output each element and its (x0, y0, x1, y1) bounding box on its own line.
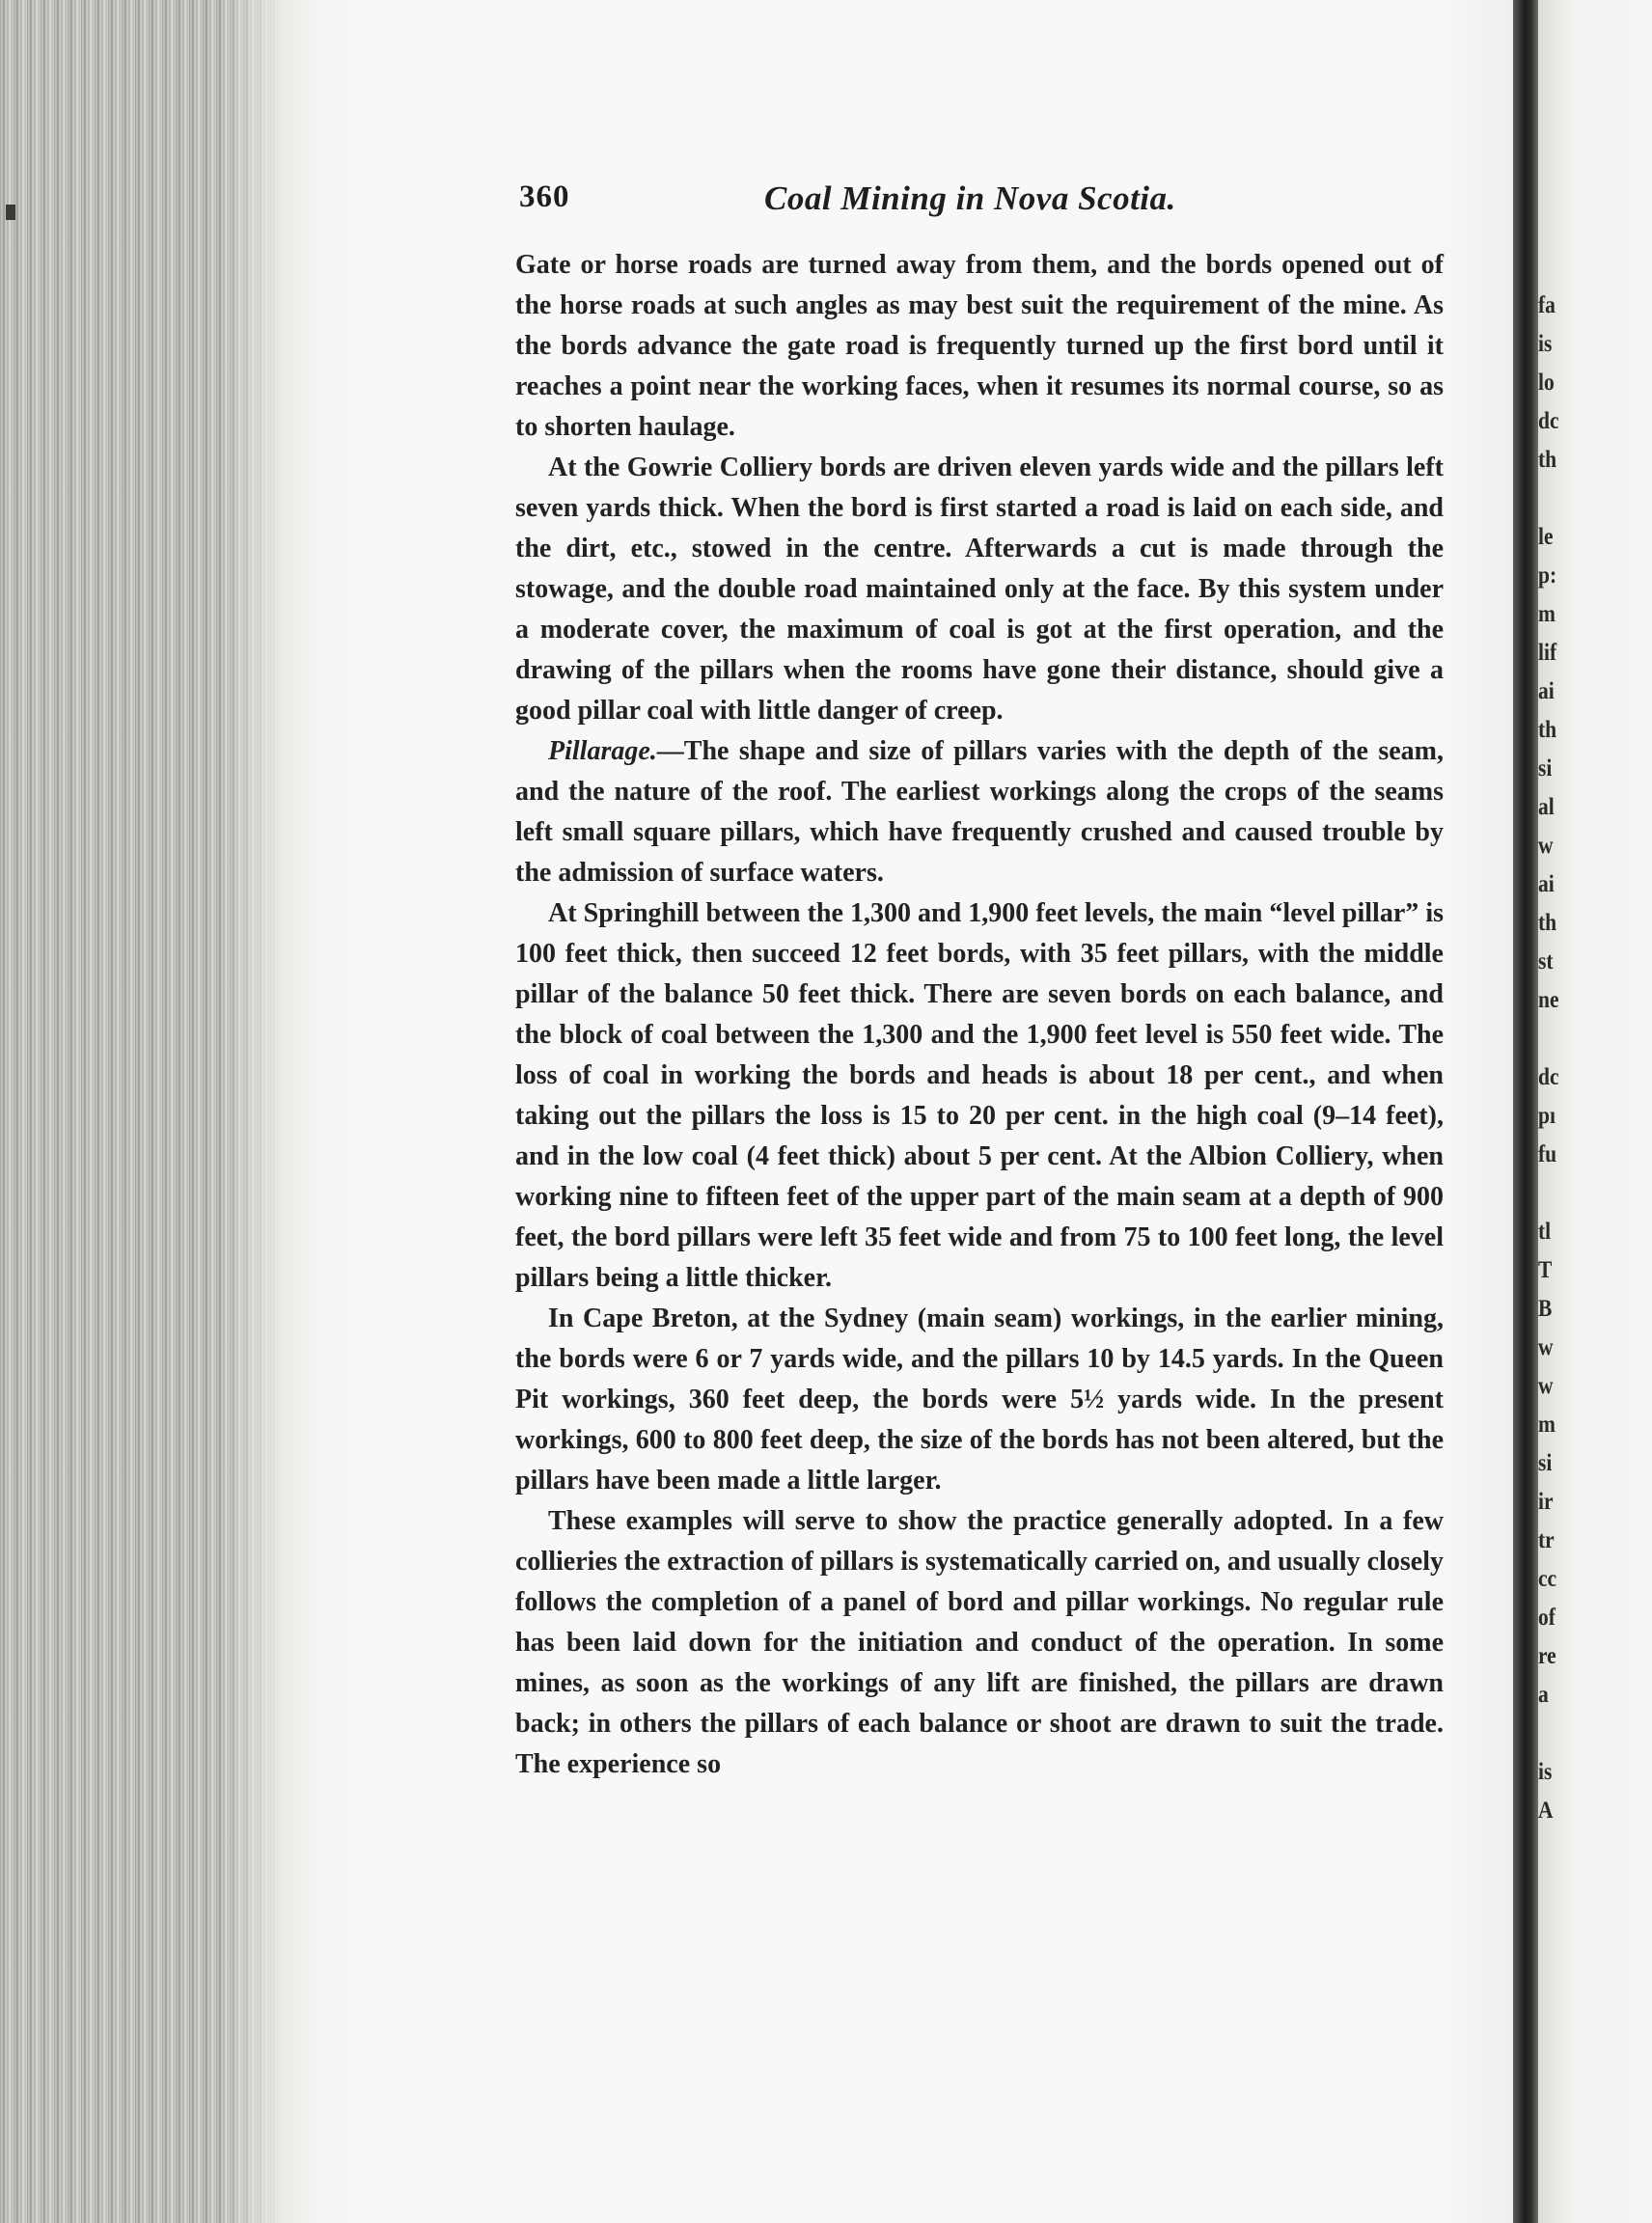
facing-line-fragment: a (1538, 1682, 1549, 1708)
facing-line-fragment: st (1538, 948, 1554, 974)
paragraph (515, 1501, 1444, 1785)
book-gutter (1513, 0, 1538, 2223)
facing-line-fragment: w (1538, 833, 1554, 859)
paragraph-text: In Cape Breton, at the Sydney (main seam) workings, in the earlier mining, the bords were 6 or 7 yards wide, and the pillars 10 by 14.5 yards. In the Queen Pit workings, 360 feet deep, the bords were 5½ yards wide. In the present workings, 600 to 800 feet deep, the size of the bords has not been altered, but the pillars have been made a little larger. (515, 1304, 1444, 1496)
facing-line-fragment: al (1538, 794, 1555, 820)
book-page-edges (0, 0, 280, 2223)
facing-line-fragment: is (1538, 1759, 1553, 1785)
running-head (519, 179, 1484, 220)
facing-line-fragment: tl (1538, 1219, 1552, 1245)
facing-line-fragment: lif (1538, 640, 1557, 666)
facing-line-fragment: p: (1538, 563, 1557, 589)
running-title: Coal Mining in Nova Scotia. (764, 179, 1176, 217)
facing-line-fragment: ai (1538, 678, 1555, 704)
page-number: 360 (519, 179, 570, 214)
facing-line-fragment: th (1538, 910, 1557, 936)
facing-line-fragment: fa (1538, 292, 1556, 318)
facing-line-fragment: w (1538, 1373, 1554, 1399)
facing-line-fragment: A (1538, 1798, 1554, 1824)
facing-line-fragment: of (1538, 1605, 1556, 1631)
facing-line-fragment: ir (1538, 1489, 1554, 1515)
facing-line-fragment: re (1538, 1643, 1556, 1669)
facing-line-fragment: tr (1538, 1527, 1555, 1553)
facing-line-fragment: le (1538, 524, 1554, 550)
paragraph (515, 1299, 1444, 1501)
section-lead-pillarage: Pillarage. (548, 736, 657, 766)
facing-line-fragment: fu (1538, 1141, 1557, 1167)
paragraph-text: —The shape and size of pillars varies with the depth of the seam, and the nature of the roof. The earliest workings along the crops of the seams left small square pillars, which have frequently crushed and caused trouble by the admission of surface waters. (515, 736, 1444, 888)
paragraph (515, 893, 1444, 1299)
facing-line-fragment: lo (1538, 370, 1555, 396)
facing-line-fragment: si (1538, 1450, 1553, 1476)
facing-line-fragment: w (1538, 1334, 1554, 1360)
paragraph-text: Gate or horse roads are turned away from them, and the bords opened out of the horse roads at such angles as may best suit the requirement of the mine. As the bords advance the gate road is frequently turned up the first bord until it reaches a point near the working faces, when it resumes its normal course, so as to shorten haulage. (515, 250, 1444, 442)
facing-line-fragment: is (1538, 331, 1553, 357)
scan-artifact (6, 205, 15, 220)
facing-line-fragment: cc (1538, 1566, 1557, 1592)
facing-line-fragment: pı (1538, 1103, 1556, 1129)
facing-line-fragment: ai (1538, 871, 1555, 897)
paragraph (515, 448, 1444, 731)
body-text (515, 245, 1444, 1785)
facing-line-fragment: m (1538, 1412, 1556, 1438)
facing-line-fragment: dc (1538, 1064, 1559, 1090)
facing-page (1538, 0, 1652, 2223)
paragraph (515, 731, 1444, 893)
facing-line-fragment: si (1538, 755, 1553, 782)
facing-line-fragment: th (1538, 447, 1557, 473)
facing-line-fragment: th (1538, 717, 1557, 743)
paragraph-text: These examples will serve to show the practice generally adopted. In a few collieries the extraction of pillars is systematically carried on, and usually closely follows the completion of a panel of bord and pillar workings. No regular rule has been laid down for the initiation and conduct of the operation. In some mines, as soon as the workings of any lift are finished, the pillars are drawn back; in others the pillars of each balance or shoot are drawn to suit the trade. The experience so (515, 1506, 1444, 1779)
paragraph-text: At the Gowrie Colliery bords are driven eleven yards wide and the pillars left seven yards thick. When the bord is first started a road is laid on each side, and the dirt, etc., stowed in the centre. Afterwards a cut is made through the stowage, and the double road maintained only at the face. By this system under a moderate cover, the maximum of coal is got at the first operation, and the drawing of the pillars when the rooms have gone their distance, should give a good pillar coal with little danger of creep. (515, 453, 1444, 726)
facing-line-fragment: B (1538, 1296, 1553, 1322)
paragraph (515, 245, 1444, 448)
facing-line-fragment: ne (1538, 987, 1559, 1013)
facing-line-fragment: m (1538, 601, 1556, 627)
facing-line-fragment: T (1538, 1257, 1553, 1283)
facing-line-fragment: dc (1538, 408, 1559, 434)
paragraph-text: At Springhill between the 1,300 and 1,900 feet levels, the main “level pillar” is 100 feet thick, then succeed 12 feet bords, with 35 feet pillars, with the middle pillar of the balance 50 feet thick. There are seven bords on each balance, and the block of coal between the 1,300 and the 1,900 feet level is 550 feet wide. The loss of coal in working the bords and heads is about 18 per cent., and when taking out the pillars the loss is 15 to 20 per cent. in the high coal (9–14 feet), and in the low coal (4 feet thick) about 5 per cent. At the Albion Colliery, when working nine to fifteen feet of the upper part of the main seam at a depth of 900 feet, the bord pillars were left 35 feet wide and from 75 to 100 feet long, the level pillars being a little thicker. (515, 898, 1444, 1293)
